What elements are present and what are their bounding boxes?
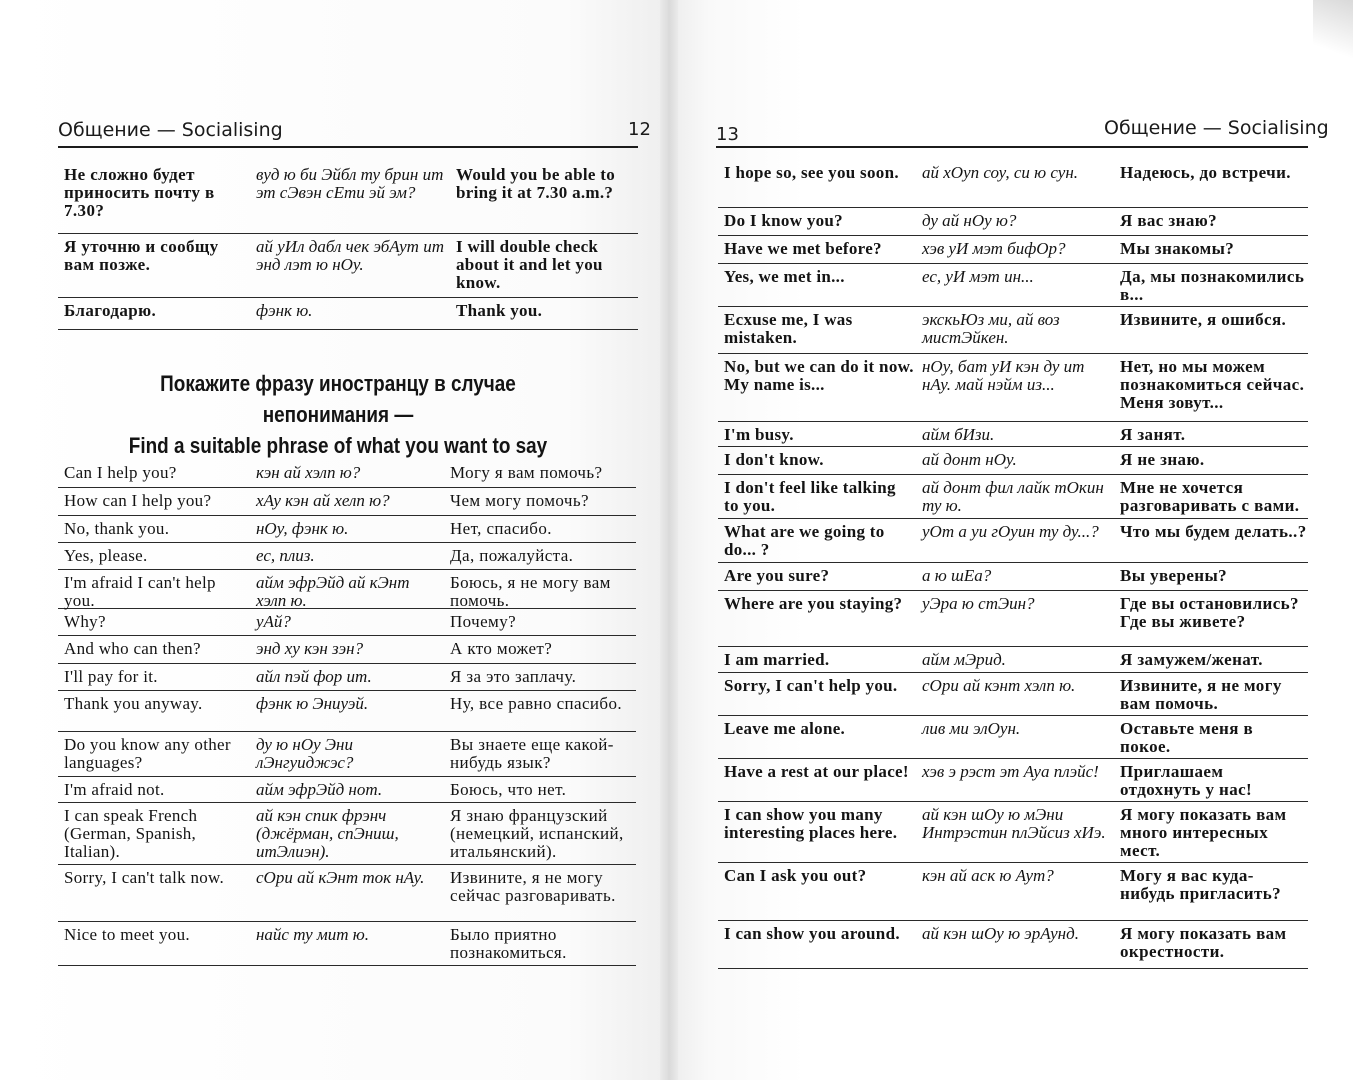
phrase-transcription: ай хОуп соу, си ю сун. [922,163,1079,182]
phrase-row [58,777,636,803]
phrase-row [58,609,636,636]
phrase-english: I don't feel like talking to you. [724,478,896,515]
phrase-row [718,716,1308,759]
phrase-transcription: ду ю нОу Эни лЭнгуиджэс? [256,735,354,772]
phrase-row [718,422,1308,447]
phrase-english: Are you sure? [724,566,830,585]
phrase-english: Yes, please. [64,546,148,565]
heading-line-ru: Покажите фразу иностранцу в случае непонимания — [160,371,516,427]
phrase-english: I'm busy. [724,425,794,444]
phrase-row [58,691,636,732]
phrase-english: I don't know. [724,450,824,469]
phrase-transcription: а ю шЕа? [922,566,992,585]
phrase-transcription: фэнк ю. [256,301,313,320]
phrase-russian: Могу я вас куда-нибудь пригласить? [1120,866,1282,903]
phrase-russian: Да, мы познакомились в... [1120,267,1305,304]
phrase-transcription: ес, плиз. [256,546,315,565]
phrase-english: Can I help you? [64,463,177,482]
phrase-english: Yes, we met in... [724,267,845,286]
phrase-row [58,543,636,570]
right-phrase-table [718,160,1308,969]
phrase-english: Have we met before? [724,239,882,258]
phrase-row [718,354,1308,422]
phrase-russian: Да, пожалуйста. [450,546,574,565]
phrase-transcription: кэн ай аск ю Аут? [922,866,1054,885]
book-gutter [660,0,678,1080]
phrase-english: Sorry, I can't help you. [724,676,898,695]
phrase-russian: Вы уверены? [1120,566,1228,585]
phrase-row [58,664,636,691]
phrase-english: Do I know you? [724,211,843,230]
phrase-row [718,447,1308,475]
phrase-russian: Где вы остановились? Где вы живете? [1120,594,1299,631]
phrase-russian: Приглашаем отдохнуть у нас! [1120,762,1253,799]
phrase-english: And who can then? [64,639,201,658]
phrase-row [718,160,1308,208]
phrase-russian: Надеюсь, до встречи. [1120,163,1291,182]
phrase-english: Leave me alone. [724,719,846,738]
phrase-row [718,759,1308,802]
phrase-transcription: ес, уИ мэт ин... [922,267,1034,286]
phrase-row [718,475,1308,519]
phrase-russian: Могу я вам помочь? [450,463,603,482]
phrase-row [58,516,636,543]
phrase-russian: Я уточню и сообщу вам позже. [64,237,219,274]
phrase-english: I'll pay for it. [64,667,158,686]
phrase-english: What are we going to do... ? [724,522,885,559]
phrase-russian: Боюсь, я не могу вам помочь. [450,573,611,610]
phrase-english: I can show you many interesting places here. [724,805,898,842]
phrase-row [58,732,636,777]
phrase-transcription: ай кэн шОу ю мЭни Интрэстин плЭйсиз хИэ. [922,805,1106,842]
phrase-english: Would you be able to bring it at 7.30 a.m.? [456,165,616,202]
phrase-transcription: сОри ай кЭнт ток нАу. [256,868,425,887]
phrase-russian: Нет, но мы можем познакомиться сейчас. Меня зовут... [1120,357,1305,412]
phrase-english: I'm afraid not. [64,780,165,799]
phrase-transcription: ай кэн спик фрэнч (джёрман, спЭниш, итЭлиэн). [256,806,399,861]
phrase-transcription: энд ху кэн зэн? [256,639,364,658]
phrase-transcription: уАй? [256,612,291,631]
phrase-transcription: айм эфрЭйд ай кЭнт хэлп ю. [256,573,410,610]
phrase-transcription: айм мЭрид. [922,650,1006,669]
phrase-russian: Благодарю. [64,301,157,320]
page-corner [1313,0,1353,70]
phrase-row [58,234,638,298]
section-heading [97,368,579,461]
phrase-english: No, but we can do it now. My name is... [724,357,914,394]
phrase-english: I'm afraid I can't help you. [64,573,216,610]
phrase-russian: Извините, я ошибся. [1120,310,1287,329]
phrase-row [58,803,636,865]
phrase-row [718,236,1308,264]
heading-line-en: Find a suitable phrase of what you want to say [128,433,548,458]
phrase-russian: Оставьте меня в покое. [1120,719,1254,756]
phrase-row [718,673,1308,716]
phrase-english: I will double check about it and let you know. [456,237,603,292]
left-header-rule [58,146,638,148]
phrase-english: Where are you staying? [724,594,903,613]
phrase-row [718,647,1308,673]
phrase-transcription: лив ми элОун. [922,719,1021,738]
phrase-english: How can I help you? [64,491,212,510]
phrase-russian: Я занят. [1120,425,1186,444]
phrase-transcription: фэнк ю Эниуэй. [256,694,369,713]
phrase-row [58,460,636,488]
phrase-russian: Я могу показать вам окрестности. [1120,924,1287,961]
phrase-row [58,570,636,609]
phrase-english: Sorry, I can't talk now. [64,868,225,887]
right-header-title: Общение — Socialising [1104,117,1329,139]
phrase-english: Nice to meet you. [64,925,190,944]
phrase-russian: Не сложно будет приносить почту в 7.30? [64,165,215,220]
phrase-row [58,162,638,234]
phrase-transcription: нОу, фэнк ю. [256,519,349,538]
left-phrase-table [58,460,636,966]
phrase-russian: Я знаю французский (немецкий, испанский, итальянский). [450,806,624,861]
phrase-row [718,802,1308,863]
left-page-number: 12 [628,119,651,140]
phrase-english: No, thank you. [64,519,170,538]
phrase-transcription: айл пэй фор ит. [256,667,372,686]
right-page-number: 13 [716,124,739,145]
phrase-row [718,307,1308,354]
phrase-transcription: уЭра ю стЭин? [922,594,1035,613]
phrase-row [58,636,636,664]
phrase-row [718,264,1308,307]
phrase-russian: Было приятно познакомиться. [450,925,567,962]
phrase-russian: Нет, спасибо. [450,519,552,538]
phrase-transcription: ай донт нОу. [922,450,1017,469]
phrase-english: Can I ask you out? [724,866,867,885]
phrase-english: I am married. [724,650,830,669]
phrase-russian: Боюсь, что нет. [450,780,567,799]
phrase-russian: Почему? [450,612,517,631]
phrase-transcription: экскьЮз ми, ай воз мистЭйкен. [922,310,1060,347]
phrase-russian: А кто может? [450,639,553,658]
phrase-russian: Чем могу помочь? [450,491,589,510]
phrase-row [718,591,1308,647]
phrase-english: Thank you. [456,301,543,320]
phrase-row [58,922,636,966]
phrase-transcription: найс ту мит ю. [256,925,369,944]
phrase-transcription: кэн ай хэлп ю? [256,463,361,482]
phrase-transcription: ду ай нОу ю? [922,211,1017,230]
phrase-row [718,519,1308,563]
phrase-transcription: ай донт фил лайк тОкин ту ю. [922,478,1104,515]
phrase-russian: Я могу показать вам много интересных мест. [1120,805,1287,860]
phrase-transcription: хэв э рэст эт Ауа плэйс! [922,762,1099,781]
phrase-russian: Я замужем/женат. [1120,650,1263,669]
phrase-english: I can speak French (German, Spanish, Italian). [64,806,198,861]
phrase-row [718,921,1308,969]
phrase-english: Thank you anyway. [64,694,203,713]
phrase-transcription: сОри ай кэнт хэлп ю. [922,676,1076,695]
phrase-english: Why? [64,612,106,631]
phrase-russian: Мне не хочется разговаривать с вами. [1120,478,1300,515]
phrase-russian: Я за это заплачу. [450,667,577,686]
phrase-row [718,208,1308,236]
right-header-rule [716,146,1308,148]
phrase-transcription: нОу, бат уИ кэн ду ит нАу. май нэйм из... [922,357,1085,394]
phrase-transcription: вуд ю би Эйбл ту брин ит эт сЭвэн сЕти эй эм? [256,165,444,202]
phrase-row [58,865,636,922]
phrase-russian: Ну, все равно спасибо. [450,694,623,713]
phrase-transcription: айм эфрЭйд нот. [256,780,383,799]
phrase-row [718,563,1308,591]
phrase-transcription: ай кэн шОу ю эрАунд. [922,924,1079,943]
phrase-transcription: хАу кэн ай хелп ю? [256,491,390,510]
phrase-transcription: ай уИл дабл чек эбАут ит энд лэт ю нОу. [256,237,444,274]
phrase-english: I hope so, see you soon. [724,163,899,182]
phrase-row [58,298,638,330]
phrase-english: Do you know any other languages? [64,735,231,772]
phrase-russian: Мы знакомы? [1120,239,1235,258]
phrase-russian: Извините, я не могу вам помочь. [1120,676,1282,713]
phrase-english: I can show you around. [724,924,900,943]
left-top-table [58,162,638,330]
phrase-transcription: уОт а уи гОуин ту ду...? [922,522,1099,541]
phrase-russian: Что мы будем делать..? [1120,522,1307,541]
phrase-russian: Я не знаю. [1120,450,1205,469]
phrase-english: Have a rest at our place! [724,762,909,781]
phrase-row [718,863,1308,921]
phrase-row [58,488,636,516]
phrase-transcription: айм бИзи. [922,425,995,444]
left-header-title: Общение — Socialising [58,119,283,141]
phrase-russian: Я вас знаю? [1120,211,1218,230]
phrase-russian: Вы знаете еще какой-нибудь язык? [450,735,614,772]
phrase-russian: Извините, я не могу сейчас разговаривать. [450,868,616,905]
phrase-english: Ecxuse me, I was mistaken. [724,310,853,347]
phrase-transcription: хэв уИ мэт бифОр? [922,239,1066,258]
